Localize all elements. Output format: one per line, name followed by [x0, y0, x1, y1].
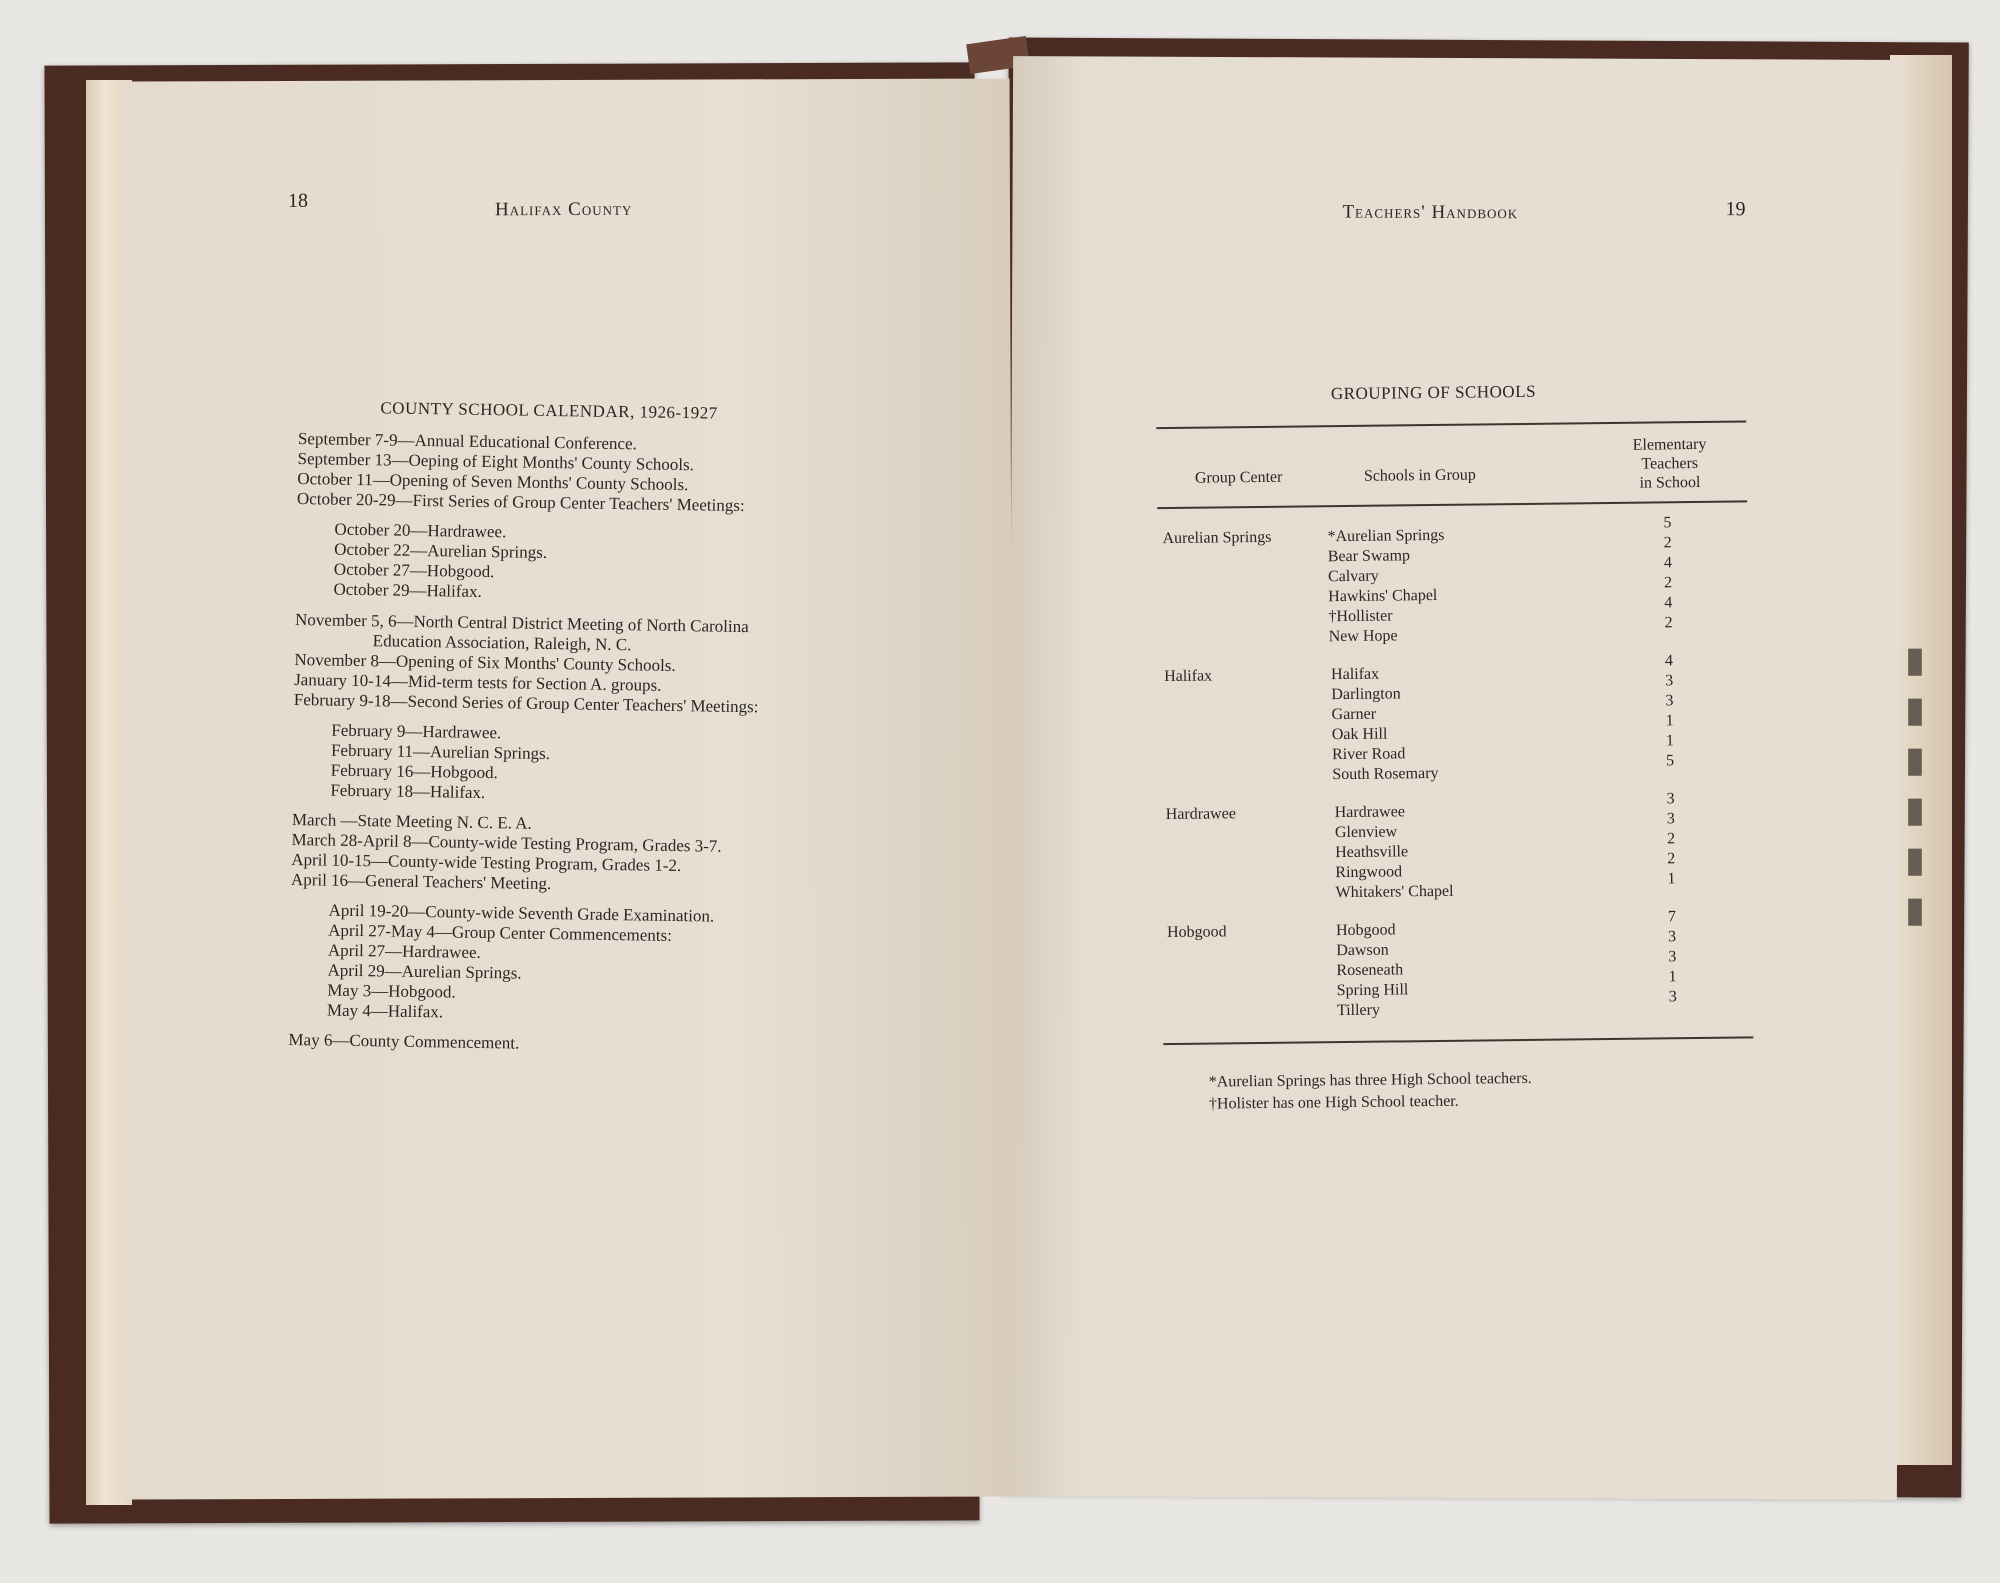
calendar-line: April 27—Hardrawee. — [327, 940, 481, 962]
calendar-line: April 19-20—County-wide Seventh Grade Examination. — [328, 900, 715, 926]
header-schools: Schools in Group — [1363, 466, 1476, 485]
teacher-count: 1 — [1667, 870, 1676, 888]
teacher-count: 3 — [1668, 928, 1677, 946]
school-name: Hardrawee — [1334, 803, 1405, 822]
school-name: Dawson — [1336, 941, 1389, 960]
school-name: South Rosemary — [1332, 764, 1439, 784]
table-rule-top — [1156, 420, 1746, 429]
teacher-count: 1 — [1665, 712, 1674, 730]
calendar-line: October 11—Opening of Seven Months' County Schools. — [297, 469, 689, 495]
teacher-count: 3 — [1665, 692, 1674, 710]
calendar-line: March —State Meeting N. C. E. A. — [291, 809, 532, 833]
teacher-count: 2 — [1663, 534, 1672, 552]
right-page — [1007, 56, 1903, 1500]
running-head: Halifax County — [494, 198, 633, 221]
table-rule-header — [1157, 500, 1747, 509]
teacher-count: 7 — [1667, 908, 1677, 926]
teacher-count: 2 — [1666, 830, 1676, 848]
teacher-count: 1 — [1665, 732, 1675, 750]
school-name: New Hope — [1328, 627, 1398, 646]
group-center: Aurelian Springs — [1162, 528, 1272, 548]
teacher-count: 4 — [1664, 594, 1673, 612]
table-rule-bottom — [1163, 1036, 1753, 1045]
footnote: †Holister has one High School teacher. — [1208, 1092, 1459, 1113]
school-name: Whitakers' Chapel — [1335, 882, 1454, 902]
school-name: †Hollister — [1328, 607, 1393, 626]
teacher-count: 3 — [1668, 988, 1677, 1006]
school-name: Calvary — [1327, 567, 1379, 586]
calendar-line: March 28-April 8—County-wide Testing Program, Grades 3-7. — [291, 829, 722, 856]
teacher-count: 4 — [1663, 554, 1672, 572]
calendar-line: February 18—Halifax. — [330, 780, 486, 803]
teacher-count: 2 — [1664, 574, 1673, 592]
group-center: Hardrawee — [1165, 805, 1236, 824]
calendar-line: September 7-9—Annual Educational Conference. — [297, 429, 637, 454]
teacher-count: 3 — [1666, 790, 1675, 808]
spine-stamp-mark: ▮▮▮▮▮▮ — [1896, 640, 1934, 940]
calendar-line: February 16—Hobgood. — [330, 760, 499, 783]
teacher-count: 3 — [1665, 672, 1674, 690]
teacher-count: 5 — [1666, 752, 1675, 770]
calendar-title: COUNTY SCHOOL CALENDAR, 1926-1927 — [380, 398, 718, 423]
page-number: 19 — [1725, 198, 1746, 221]
school-name: Hobgood — [1335, 921, 1396, 940]
calendar-line: November 5, 6—North Central District Meeting of North Carolina — [294, 610, 749, 637]
calendar-line: February 9-18—Second Series of Group Center Teachers' Meetings: — [293, 690, 759, 717]
teacher-count: 1 — [1668, 968, 1677, 986]
calendar-line: April 10-15—County-wide Testing Program, Grades 1-2. — [291, 849, 682, 876]
table-title: GROUPING OF SCHOOLS — [1330, 381, 1537, 404]
header-group-center: Group Center — [1194, 468, 1283, 487]
calendar-line: May 3—Hobgood. — [327, 980, 456, 1002]
calendar-line: April 29—Aurelian Springs. — [327, 960, 522, 983]
school-name: Hawkins' Chapel — [1328, 586, 1438, 606]
calendar-line: May 4—Halifax. — [326, 1000, 444, 1022]
school-name: Spring Hill — [1336, 981, 1409, 1000]
header-teachers-line3: in School — [1639, 473, 1701, 492]
left-page — [120, 78, 1015, 1499]
school-name: *Aurelian Springs — [1327, 526, 1445, 546]
group-center: Hobgood — [1166, 923, 1227, 942]
school-name: Tillery — [1336, 1001, 1381, 1020]
school-name: Bear Swamp — [1327, 547, 1411, 566]
school-name: Darlington — [1331, 685, 1401, 704]
group-center: Halifax — [1164, 667, 1213, 686]
header-teachers-line2: Teachers — [1641, 454, 1699, 473]
teacher-count: 4 — [1664, 652, 1674, 670]
school-name: Oak Hill — [1331, 725, 1388, 744]
page-number: 18 — [287, 189, 308, 212]
teacher-count: 5 — [1663, 514, 1672, 532]
calendar-line: October 20-29—First Series of Group Center Teachers' Meetings: — [296, 489, 745, 516]
school-name: Garner — [1331, 705, 1377, 724]
calendar-line: October 20—Hardrawee. — [334, 519, 507, 542]
header-teachers-line1: Elementary — [1632, 435, 1707, 454]
school-name: Ringwood — [1335, 863, 1403, 882]
calendar-line: May 6—County Commencement. — [288, 1029, 520, 1053]
calendar-line: January 10-14—Mid-term tests for Section A. groups. — [294, 670, 662, 695]
calendar-line: November 8—Opening of Six Months' County Schools. — [294, 650, 676, 675]
calendar-line: October 22—Aurelian Springs. — [334, 539, 548, 562]
teacher-count: 3 — [1668, 948, 1677, 966]
calendar-line: September 13—Oeping of Eight Months' County Schools. — [297, 449, 695, 475]
calendar-line: February 11—Aurelian Springs. — [330, 740, 551, 764]
school-name: Heathsville — [1335, 843, 1409, 862]
teacher-count: 2 — [1664, 614, 1673, 632]
school-name: Halifax — [1331, 665, 1380, 684]
teacher-count: 2 — [1667, 850, 1676, 868]
calendar-line: April 27-May 4—Group Center Commencements: — [328, 920, 673, 945]
school-name: River Road — [1331, 745, 1406, 764]
calendar-line: April 16—General Teachers' Meeting. — [290, 869, 552, 894]
school-name: Roseneath — [1336, 961, 1404, 980]
running-head: Teachers' Handbook — [1342, 201, 1519, 224]
calendar-line: February 9—Hardrawee. — [331, 720, 502, 743]
footnote: *Aurelian Springs has three High School teachers. — [1208, 1069, 1532, 1091]
school-name: Glenview — [1334, 823, 1398, 842]
teacher-count: 3 — [1666, 810, 1675, 828]
calendar-line: Education Association, Raleigh, N. C. — [372, 631, 632, 655]
calendar-line: October 29—Halifax. — [333, 579, 482, 601]
calendar-line: October 27—Hobgood. — [333, 559, 495, 582]
